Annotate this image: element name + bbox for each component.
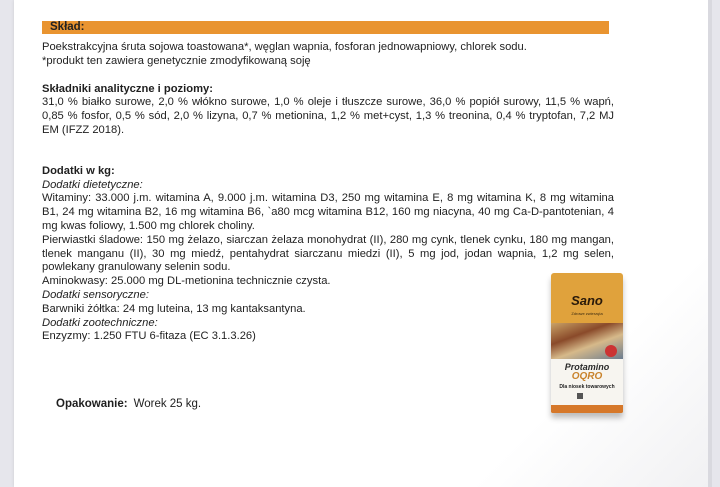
dietetic-label: Dodatki dietetyczne: [42, 178, 143, 191]
zootechnical-text: Enzyzmy: 1.250 FTU 6-fitaza (EC 3.1.3.26) [42, 330, 256, 343]
packaging-value: Worek 25 kg. [133, 398, 202, 410]
qr-code-icon [577, 393, 583, 399]
product-subtitle: Dla niosek towarowych [559, 384, 615, 390]
section-header-sklad: Skład: [42, 21, 609, 34]
composition-text: Poekstrakcyjna śruta sojowa toastowana*, węglan wapnia, fosforan jednowapniowy, chlorek sodu. [42, 41, 527, 53]
product-name-2: OQRO [571, 371, 603, 382]
trace-elements-text: Pierwiastki śladowe: 150 mg żelazo, siarczan żelaza monohydrat (II), 280 mg cynk, tlenek cynku, 180 mg mangan, tlenek manganu (II), 30 mg miedź, pentahydrat siarczanu miedzi (II), 5 mg jod, jodan wapnia, 1,2 mg selen, powlekany granulowany selenin sodu. [42, 233, 614, 274]
brand-logo: Sano [571, 293, 603, 308]
vitamins-text: Witaminy: 33.000 j.m. witamina A, 9.000 j.m. witamina D3, 250 mg witamina E, 8 mg witamina K, 8 mg witamina B1, 24 mg witamina B2, 16 mg witamina B6, `a80 mcg witamina B12, 160 mg niacyna, 40 mg Ca-D-pantotenian, 4 mg kwas foliowy, 1.500 mg chlorek choliny. [42, 192, 614, 232]
analytical-heading: Składniki analityczne i poziomy: [42, 82, 213, 95]
additives-heading: Dodatki w kg: [42, 164, 115, 177]
product-spec [42, 21, 614, 344]
page-edge [708, 0, 712, 487]
packaging-info [56, 398, 201, 410]
gmo-note: *produkt ten zawiera genetycznie zmodyfikowaną soję [42, 54, 311, 67]
amino-acids-text: Aminokwasy: 25.000 mg DL-metionina technicznie czysta. [42, 275, 331, 288]
analytical-text: 31,0 % białko surowe, 2,0 % włókno surowe, 1,0 % oleje i tłuszcze surowe, 36,0 % popiół surowy, 11,5 % wapń, 0,85 % fosfor, 0,5 % sód, 2,0 % lizyna, 0,7 % metionina, 1,2 % met+cyst, 1,3 % treonina, 0,4 % tryptofan, 7,2 MJ EM (IFZZ 2018). [42, 96, 614, 136]
packaging-label: Opakowanie: [56, 398, 128, 410]
zootechnical-label: Dodatki zootechniczne: [42, 316, 158, 329]
brand-tagline: Zdrowe zwierzęta [571, 311, 603, 316]
badge-icon [605, 345, 617, 357]
sensory-label: Dodatki sensoryczne: [42, 288, 149, 301]
bag-bottom-stripe [551, 405, 623, 413]
product-name: Protamino [564, 362, 610, 372]
sensory-text: Barwniki żółtka: 24 mg luteina, 13 mg kantaksantyna. [42, 302, 306, 315]
product-bag-image [551, 273, 623, 413]
